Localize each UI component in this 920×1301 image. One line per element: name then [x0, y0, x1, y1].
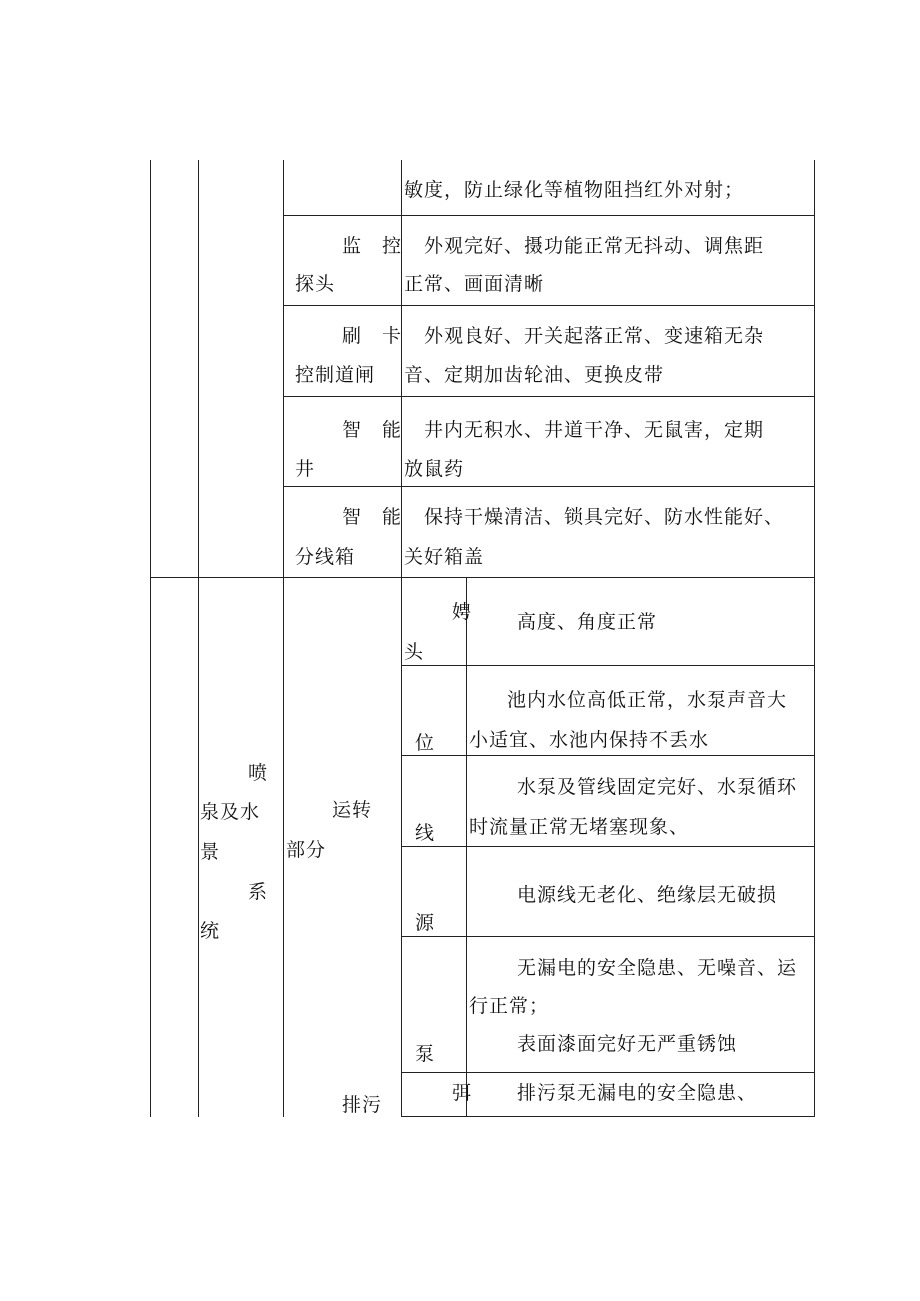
row-item-name: 分线箱: [295, 546, 356, 568]
row-item-name: 井: [295, 458, 316, 480]
part-name: 部分: [286, 839, 327, 861]
system-name: 系: [248, 881, 269, 903]
table-line: [401, 665, 814, 666]
sub-item-label: 头: [404, 641, 425, 663]
row-requirement: 保持干燥清洁、锁具完好、防水性能好、: [404, 506, 785, 528]
row-requirement: 井内无积水、井道干净、无鼠害，定期: [404, 419, 765, 441]
row-item-name: 控制道闸: [295, 364, 376, 386]
row-item-name: 智 能: [342, 419, 403, 441]
row-requirement: 正常、画面清晰: [404, 273, 545, 295]
row-requirement: 放鼠药: [404, 458, 465, 480]
row-requirement: 音、定期加齿轮油、更换皮带: [404, 364, 665, 386]
table-line: [283, 215, 814, 216]
table-line: [401, 936, 814, 937]
table-line: [466, 578, 467, 1117]
sub-requirement: 排污泵无漏电的安全隐患、: [517, 1082, 758, 1104]
system-name: 喷: [248, 762, 269, 784]
sub-item-label: 位: [415, 732, 436, 754]
table-line: [283, 396, 814, 397]
sub-item-label: 娉: [452, 601, 473, 623]
sub-item-label: 泵: [415, 1043, 436, 1065]
part-name: 运转: [332, 799, 373, 821]
table-line: [283, 160, 284, 1117]
row-requirement: 外观良好、开关起落正常、变速箱无杂: [404, 325, 765, 347]
table-line: [814, 160, 815, 1117]
table-line: [401, 755, 814, 756]
table-line: [401, 1116, 814, 1117]
sub-requirement: 水泵及管线固定完好、水泵循环: [517, 776, 798, 798]
sub-requirement: 高度、角度正常: [517, 611, 658, 633]
table-line: [150, 577, 814, 578]
system-name: 景: [200, 841, 221, 863]
sub-requirement: 时流量正常无堵塞现象、: [469, 816, 690, 838]
sub-item-label: 弭: [452, 1082, 473, 1104]
row-item-name: 监 控: [342, 235, 403, 257]
row-item-name: 智 能: [342, 506, 403, 528]
sub-requirement: 小适宜、水池内保持不丢水: [469, 729, 710, 751]
sub-item-label: 源: [415, 912, 436, 934]
table-line: [283, 305, 814, 306]
row-item-name: 刷 卡: [342, 325, 403, 347]
sub-item-label: 线: [415, 822, 436, 844]
row-requirement: 关好箱盖: [404, 546, 485, 568]
table-line: [401, 1072, 814, 1073]
sub-requirement: 无漏电的安全隐患、无噪音、运: [517, 957, 798, 979]
sub-requirement: 电源线无老化、绝缘层无破损: [517, 884, 778, 906]
system-name: 泉及水: [200, 801, 261, 823]
table-line: [198, 160, 199, 1117]
part-name: 排污: [342, 1094, 383, 1116]
row-item-name: 探头: [295, 273, 336, 295]
table-line: [401, 160, 402, 1117]
system-name: 统: [200, 920, 221, 942]
row-requirement: 敏度，防止绿化等植物阻挡红外对射；: [404, 179, 745, 201]
table-line: [283, 486, 814, 487]
table-line: [401, 846, 814, 847]
table-line: [150, 160, 151, 1117]
sub-requirement: 池内水位高低正常，水泵声音大: [507, 689, 788, 711]
sub-requirement: 表面漆面完好无严重锈蚀: [517, 1033, 738, 1055]
row-requirement: 外观完好、摄功能正常无抖动、调焦距: [404, 235, 765, 257]
sub-requirement: 行正常；: [469, 995, 550, 1017]
